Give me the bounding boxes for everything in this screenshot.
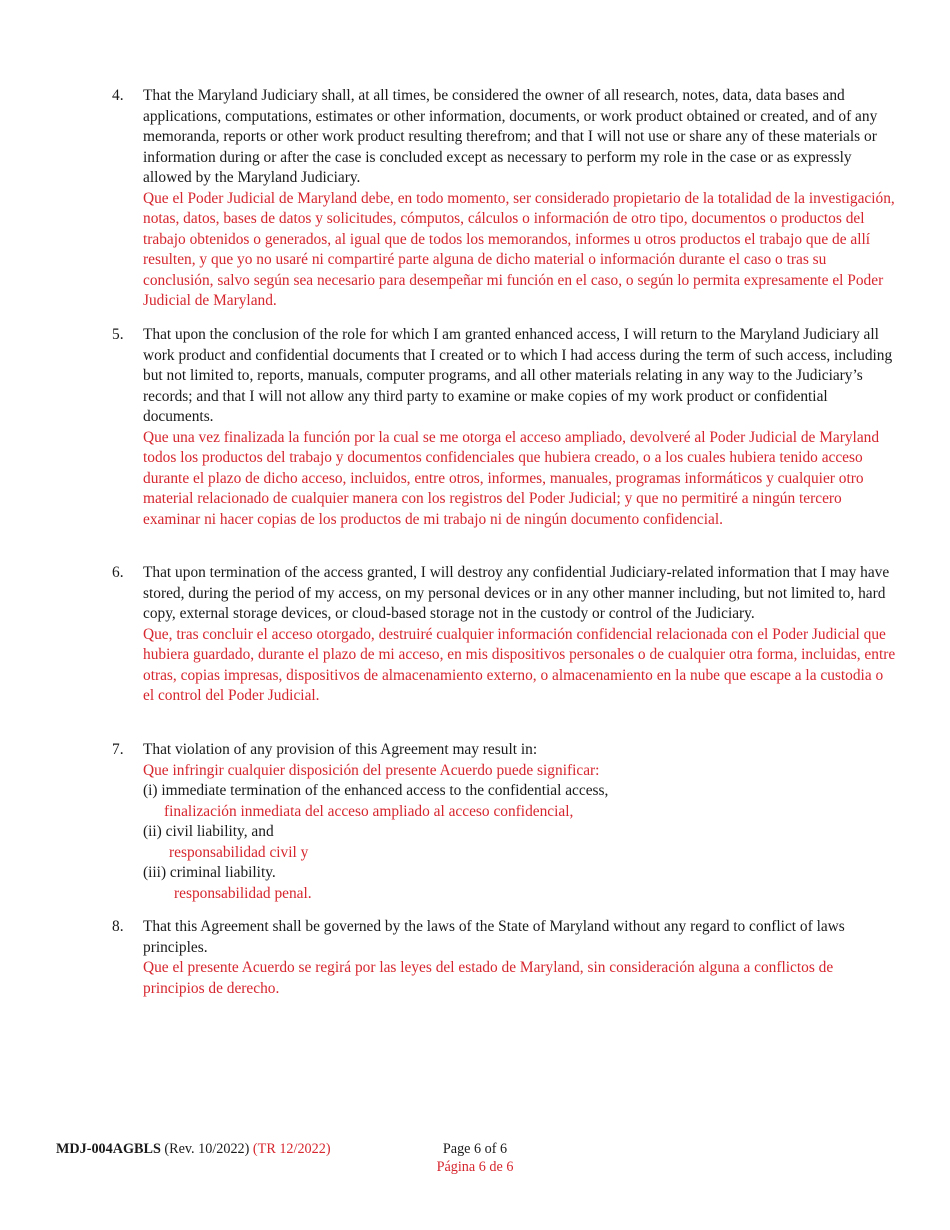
clause-text-spanish: Que, tras concluir el acceso otorgado, destruiré cualquier información confidencial relacionada con el Poder Judicial que hubiera guardado, durante el plazo de mi acceso, en mis dispositivos personales o de cualquier otra forma, incluidas, entre otras, copias impresas, dispositivos de almacenamiento externo, o almacenamiento en la nube que escape a la custodia o el control del Poder Judicial. [143, 625, 896, 704]
clause-8 [112, 917, 896, 999]
page-number-english: Page 6 of 6 [442, 1141, 508, 1157]
form-revision: (Rev. 10/2022) [164, 1141, 250, 1157]
clause-text-english: That this Agreement shall be governed by the laws of the State of Maryland without any regard to conflict of laws principles. [143, 918, 845, 956]
page-number-spanish: Página 6 de 6 [436, 1159, 514, 1175]
clause-text-spanish: Que el presente Acuerdo se regirá por las leyes del estado de Maryland, sin consideración alguna a conflictos de principios de derecho. [143, 959, 834, 997]
form-code: MDJ-004AGBLS [56, 1141, 161, 1157]
clause-text-spanish: Que el Poder Judicial de Maryland debe, en todo momento, ser considerado propietario de la totalidad de la investigación, notas, datos, bases de datos y solicitudes, cómputos, cálculos o información de otro tipo, documentos o productos del trabajo obtenidos o generados, al igual que de todos los memorandos, informes u otros productos el trabajo que de allí resulten, y que yo no usaré ni compartiré parte alguna de dicho material o información durante el caso o tras su conclusión, salvo según sea necesario para desempeñar mi función en el caso, o según lo permita expresamente el Poder Judicial de Maryland. [143, 189, 895, 309]
clause-text-spanish: Que infringir cualquier disposición del presente Acuerdo puede significar: [143, 761, 600, 779]
clause-number: 6. [112, 564, 124, 581]
clause-number: 8. [112, 918, 124, 935]
clause-text-english: That violation of any provision of this Agreement may result in: [143, 741, 538, 758]
subitem-spanish: finalización inmediata del acceso ampliado al acceso confidencial, [164, 802, 574, 820]
clause-7 [112, 740, 896, 904]
clause-6 [112, 563, 896, 707]
subitem-spanish: responsabilidad penal. [174, 884, 312, 902]
clause-text-english: That upon the conclusion of the role for which I am granted enhanced access, I will return to the Maryland Judiciary all work product and confidential documents that I created or to which I had access during the term of such access, including but not limited to, reports, manuals, computer programs, and all other materials relating in any way to the Judiciary’s records; and that I will not allow any third party to examine or make copies of my work product or confidential documents. [143, 326, 893, 425]
subitem-english: (iii) criminal liability. [143, 864, 276, 881]
subitem-spanish: responsabilidad civil y [169, 843, 309, 861]
clause-5 [112, 325, 896, 530]
subitem-english: (ii) civil liability, and [143, 823, 274, 840]
form-identifier [56, 1140, 331, 1158]
clause-text-spanish: Que una vez finalizada la función por la cual se me otorga el acceso ampliado, devolveré al Poder Judicial de Maryland todos los productos del trabajo y documentos confidenciales que hubiera creado, o a los cuales hubiera tenido acceso durante el plazo de dicho acceso, incluidos, entre otros, informes, manuales, programas informáticos y cualquier otro material relacionado de cualquier manera con los registros del Poder Judicial; y que no permitiré a ningún tercero examinar ni hacer copias de los productos de mi trabajo ni de ningún documento confidencial. [143, 428, 880, 528]
clause-4 [112, 86, 896, 312]
form-translation-date: (TR 12/2022) [252, 1141, 331, 1157]
subitem-english: (i) immediate termination of the enhanced access to the confidential access, [143, 782, 609, 799]
clause-number: 5. [112, 326, 124, 343]
clause-number: 4. [112, 87, 124, 104]
clause-text-english: That the Maryland Judiciary shall, at all times, be considered the owner of all research, notes, data, data bases and applications, computations, estimates or other information, documents, or work product obtained or created, and of any memoranda, reports or other work product resulting therefrom; and that I will not use or share any of these materials or information during or after the case is concluded except as necessary to perform my role in the case or as expressly allowed by the Maryland Judiciary. [143, 87, 878, 186]
clause-text-english: That upon termination of the access granted, I will destroy any confidential Judiciary-related information that I may have stored, during the period of my access, on my personal devices or in any other manner including, but not limited to, hard copy, external storage devices, or cloud-based storage not in the custody or control of the Judiciary. [143, 564, 890, 622]
clause-number: 7. [112, 741, 124, 758]
page-number [400, 1140, 550, 1176]
